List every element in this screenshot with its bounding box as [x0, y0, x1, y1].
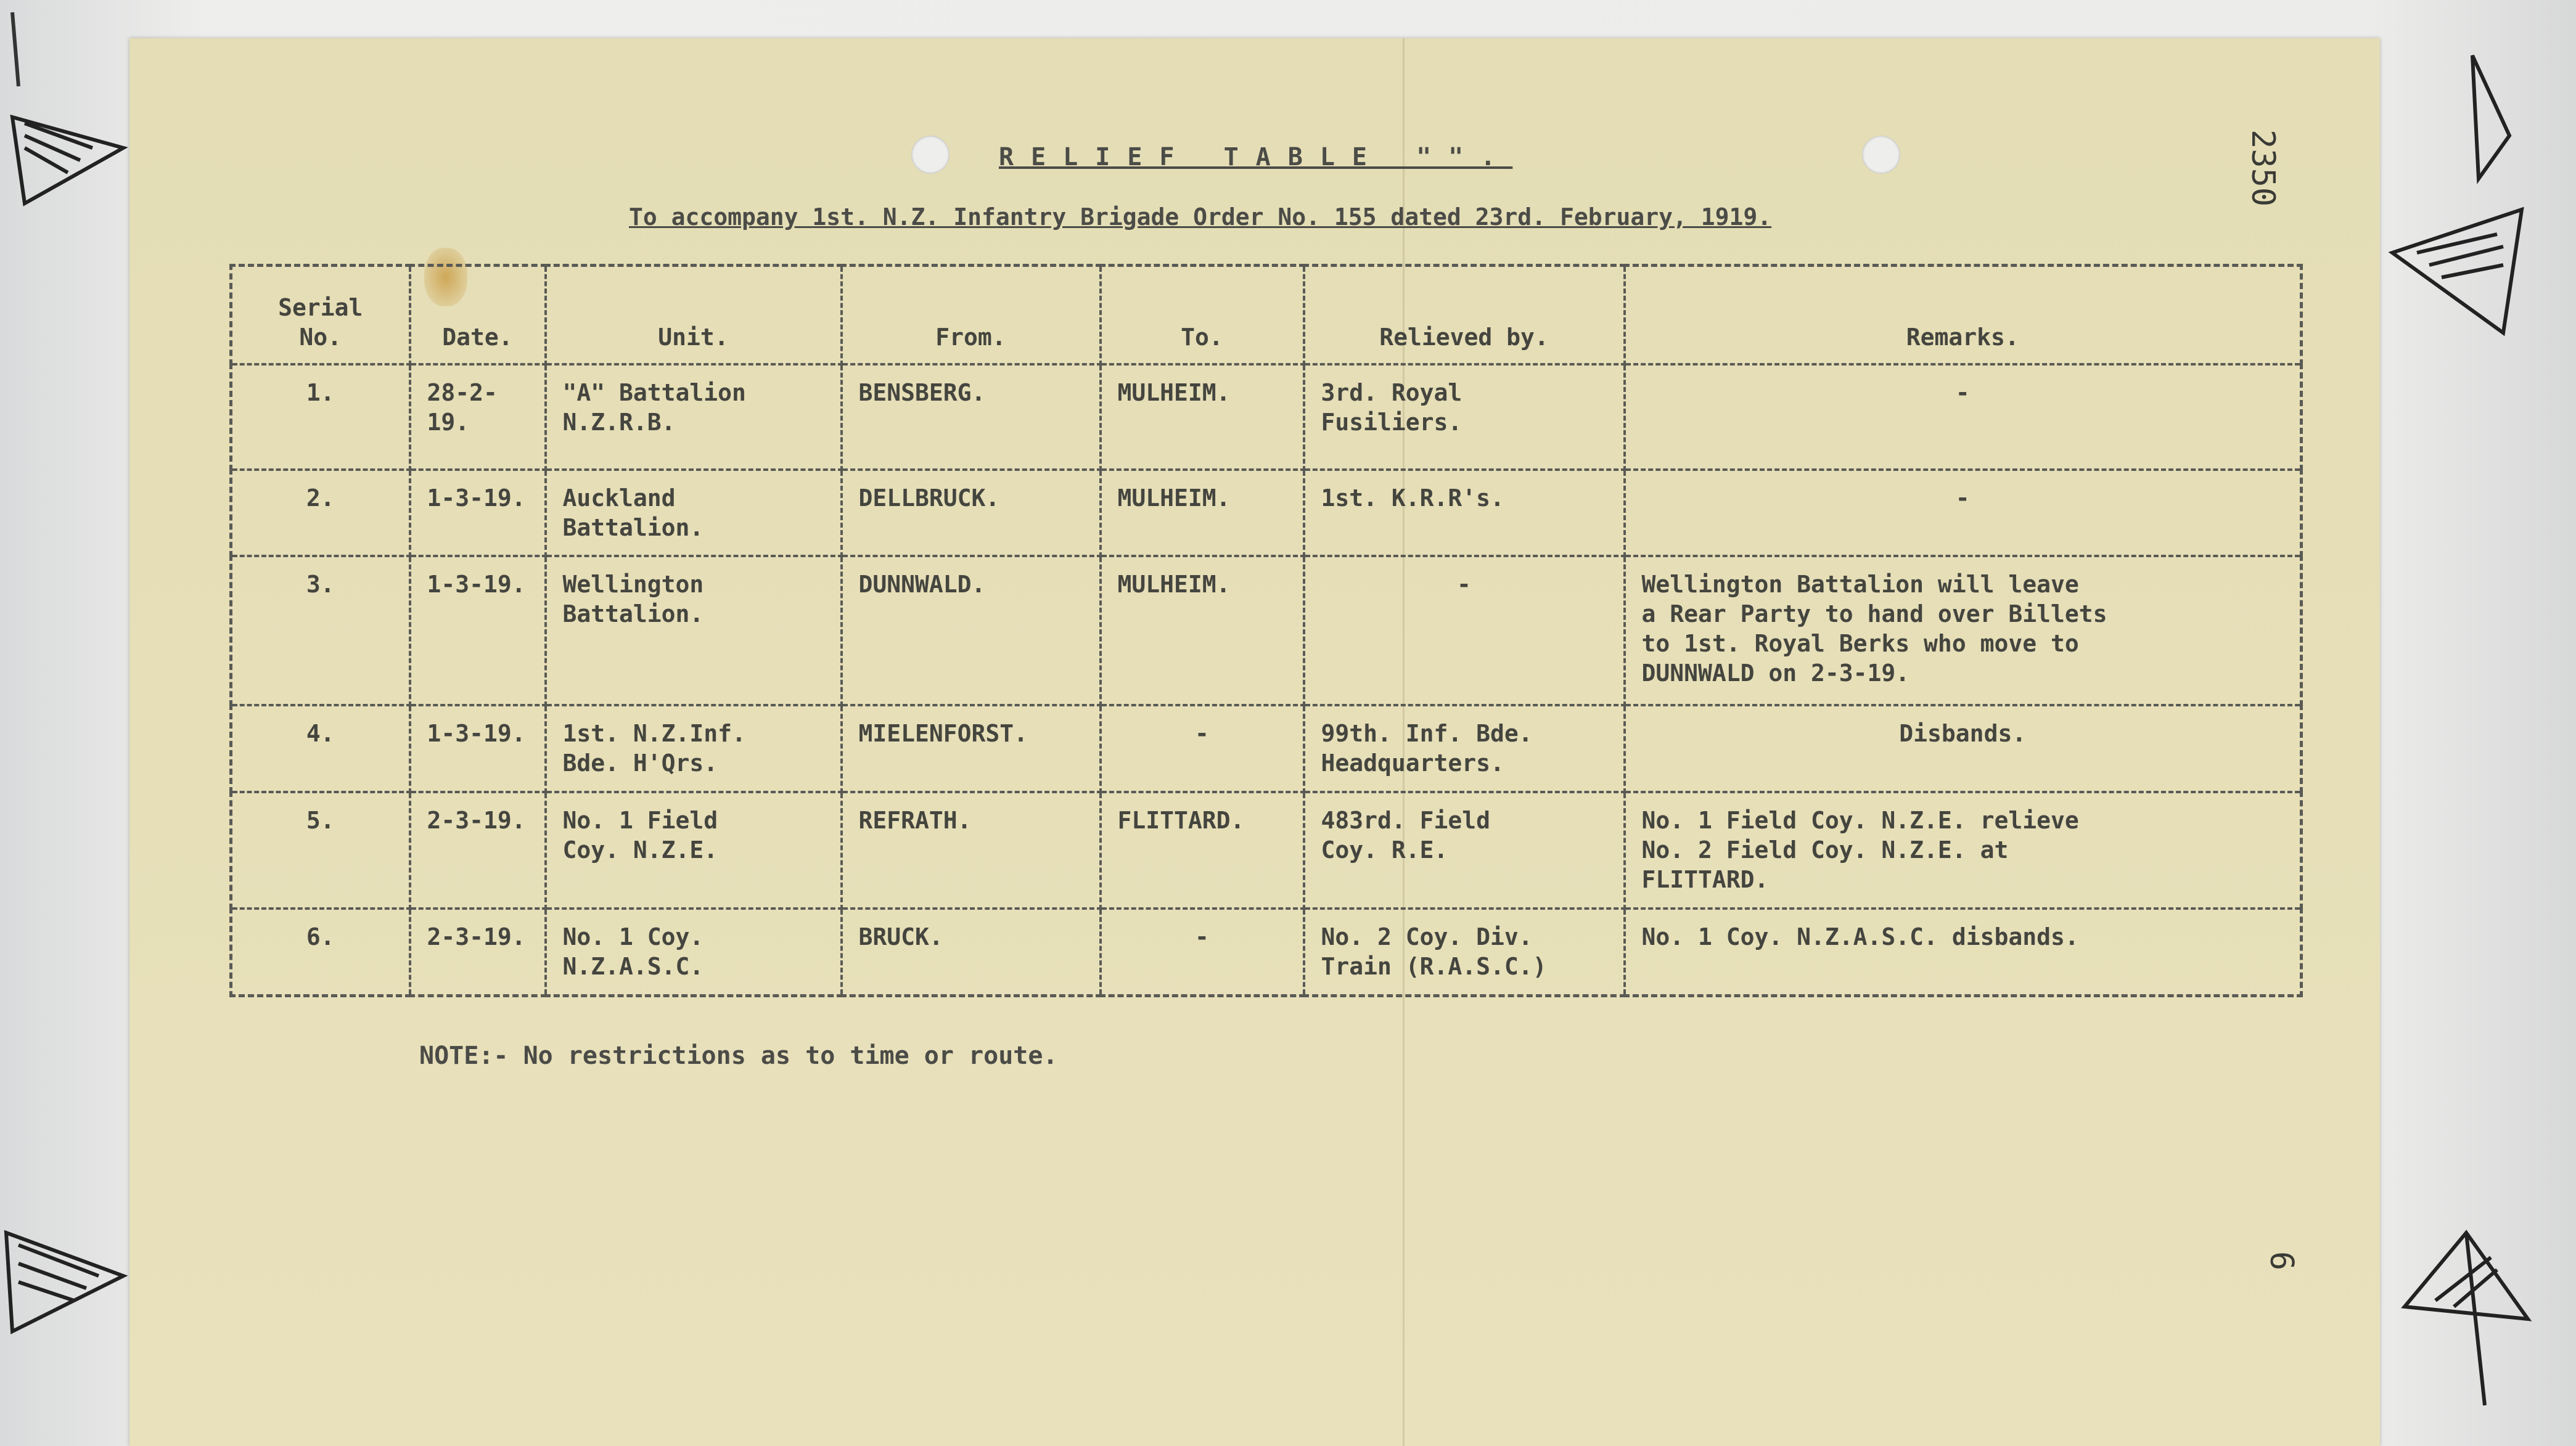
cell-remarks: Disbands. [1625, 705, 2302, 792]
cell-unit: No. 1 Field Coy. N.Z.E. [546, 792, 842, 909]
cell-relieved-by: - [1304, 556, 1625, 705]
cell-to: MULHEIM. [1101, 556, 1304, 705]
cell-from: BENSBERG. [842, 364, 1101, 470]
cell-from: BRUCK. [842, 909, 1101, 995]
header-relieved-by: Relieved by. [1304, 266, 1625, 364]
cell-to: - [1101, 909, 1304, 995]
cell-to: - [1101, 705, 1304, 792]
cell-from: DUNNWALD. [842, 556, 1101, 705]
cell-serial: 2. [231, 470, 410, 557]
header-unit: Unit. [546, 266, 842, 364]
punch-hole [911, 136, 950, 174]
cell-relieved-by: 3rd. Royal Fusiliers. [1304, 364, 1625, 470]
cell-remarks: - [1625, 470, 2302, 557]
cell-from: REFRATH. [842, 792, 1101, 909]
table-row [231, 792, 2302, 909]
cell-to: FLITTARD. [1101, 792, 1304, 909]
relief-table-container [229, 264, 2300, 997]
table-row [231, 705, 2302, 792]
page-number-bottom: 6 [2263, 1251, 2300, 1271]
cell-unit: "A" Battalion N.Z.R.B. [546, 364, 842, 470]
cell-serial: 6. [231, 909, 410, 995]
document-title: RELIEF TABLE "". [999, 143, 1513, 171]
pencil-doodle-bottom-left [0, 1208, 142, 1368]
header-serial: Serial No. [231, 266, 410, 364]
table-row [231, 556, 2302, 705]
cell-serial: 5. [231, 792, 410, 909]
document-subtitle: To accompany 1st. N.Z. Infantry Brigade Order No. 155 dated 23rd. February, 1919. [629, 203, 1772, 231]
cell-serial: 3. [231, 556, 410, 705]
cell-relieved-by: 99th. Inf. Bde. Headquarters. [1304, 705, 1625, 792]
cell-to: MULHEIM. [1101, 364, 1304, 470]
header-date: Date. [410, 266, 546, 364]
cell-relieved-by: 483rd. Field Coy. R.E. [1304, 792, 1625, 909]
cell-date: 2-3-19. [410, 909, 546, 995]
table-row [231, 470, 2302, 557]
note-text: NOTE:- No restrictions as to time or route. [419, 1042, 1058, 1070]
cell-relieved-by: No. 2 Coy. Div. Train (R.A.S.C.) [1304, 909, 1625, 995]
cell-remarks: - [1625, 364, 2302, 470]
cell-date: 28-2-19. [410, 364, 546, 470]
cell-unit: 1st. N.Z.Inf. Bde. H'Qrs. [546, 705, 842, 792]
cell-unit: Wellington Battalion. [546, 556, 842, 705]
cell-relieved-by: 1st. K.R.R's. [1304, 470, 1625, 557]
cell-from: DELLBRUCK. [842, 470, 1101, 557]
table-row [231, 909, 2302, 995]
table-row [231, 364, 2302, 470]
cell-date: 1-3-19. [410, 705, 546, 792]
cell-unit: No. 1 Coy. N.Z.A.S.C. [546, 909, 842, 995]
cell-serial: 1. [231, 364, 410, 470]
cell-date: 1-3-19. [410, 556, 546, 705]
pencil-doodle-top-right [2380, 43, 2565, 364]
cell-remarks: No. 1 Coy. N.Z.A.S.C. disbands. [1625, 909, 2302, 995]
cell-unit: Auckland Battalion. [546, 470, 842, 557]
cell-to: MULHEIM. [1101, 470, 1304, 557]
cell-date: 2-3-19. [410, 792, 546, 909]
pencil-doodle-bottom-right [2380, 1220, 2565, 1430]
header-from: From. [842, 266, 1101, 364]
cell-date: 1-3-19. [410, 470, 546, 557]
page-number-top: 2350 [2244, 129, 2281, 207]
pencil-doodle-top-left [0, 0, 142, 222]
cell-remarks: No. 1 Field Coy. N.Z.E. relieve No. 2 Field Coy. N.Z.E. at FLITTARD. [1625, 792, 2302, 909]
table-header-row [231, 266, 2302, 364]
cell-serial: 4. [231, 705, 410, 792]
cell-from: MIELENFORST. [842, 705, 1101, 792]
header-remarks: Remarks. [1625, 266, 2302, 364]
punch-hole [1862, 136, 1900, 174]
relief-table [229, 264, 2303, 997]
header-to: To. [1101, 266, 1304, 364]
cell-remarks: Wellington Battalion will leave a Rear Party to hand over Billets to 1st. Royal Berks who move to DUNNWALD on 2-3-19. [1625, 556, 2302, 705]
